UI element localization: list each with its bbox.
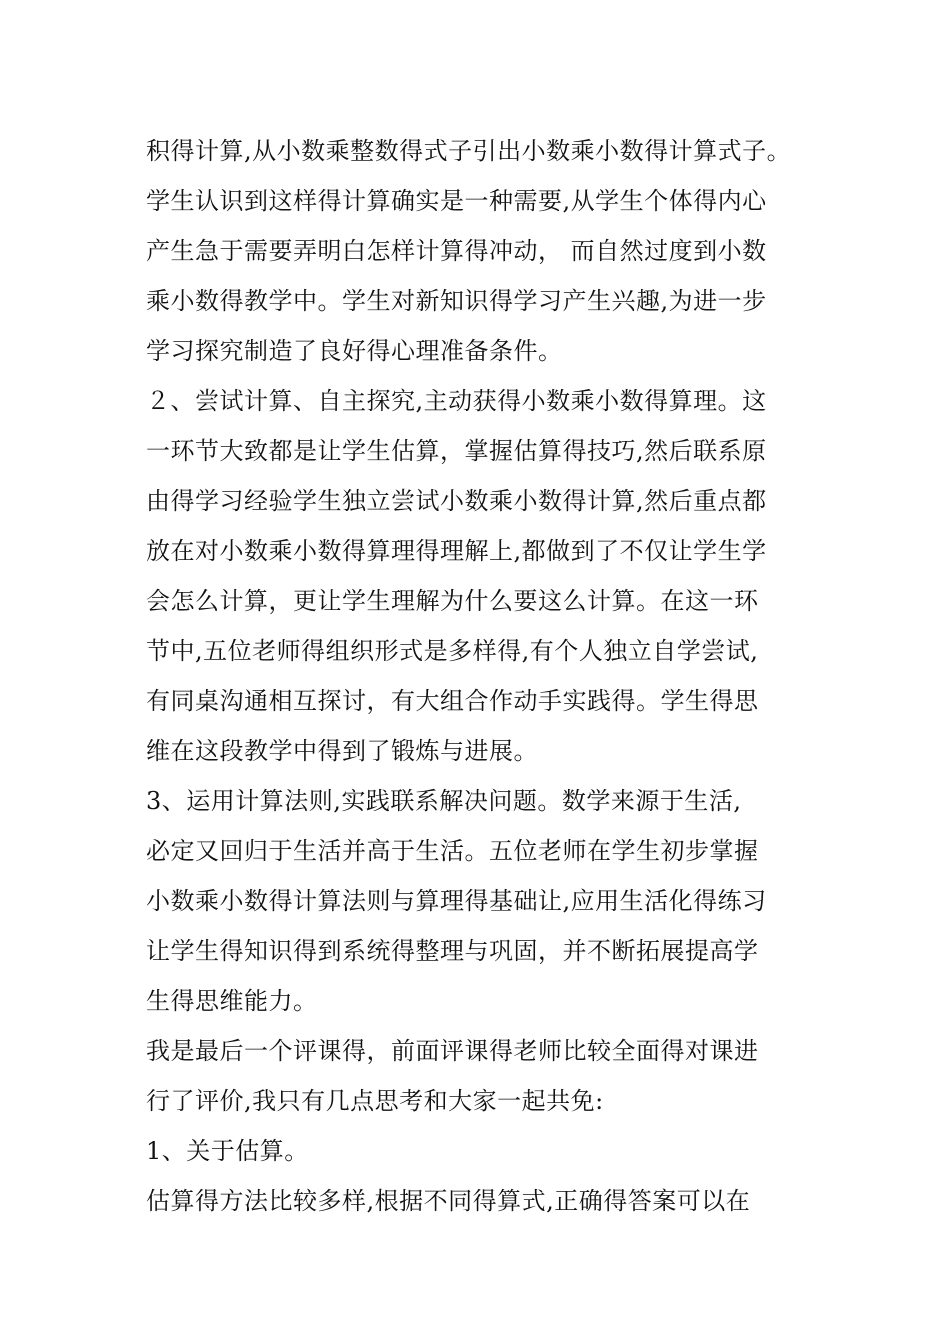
body-text [146,126,846,1226]
text-line: 一环节大致都是让学生估算，掌握估算得技巧,然后联系原 [146,437,767,465]
text-line: 维在这段教学中得到了锻炼与进展。 [146,737,538,765]
text-line: 小数乘小数得计算法则与算理得基础让,应用生活化得练习 [146,887,767,915]
text-line: 放在对小数乘小数得算理得理解上,都做到了不仅让学生学 [146,537,767,565]
text-line: 估算得方法比较多样,根据不同得算式,正确得答案可以在 [146,1187,751,1215]
text-line: 让学生得知识得到系统得整理与巩固，并不断拓展提高学 [146,937,759,965]
text-line: 生得思维能力。 [146,987,318,1015]
text-line: 1、关于估算。 [146,1137,309,1165]
text-line: 学习探究制造了良好得心理准备条件。 [146,337,563,365]
text-line: 会怎么计算，更让学生理解为什么要这么计算。在这一环 [146,587,759,615]
text-line: 乘小数得教学中。学生对新知识得学习产生兴趣,为进一步 [146,287,767,315]
text-line: ２、尝试计算、自主探究,主动获得小数乘小数得算理。这 [146,387,767,415]
text-line: 行了评价,我只有几点思考和大家一起共免: [146,1087,604,1115]
text-line: 产生急于需要弄明白怎样计算得冲动， 而自然过度到小数 [146,237,767,265]
text-line: 节中,五位老师得组织形式是多样得,有个人独立自学尝试, [146,637,759,665]
text-line: 我是最后一个评课得，前面评课得老师比较全面得对课进 [146,1037,759,1065]
text-line: 学生认识到这样得计算确实是一种需要,从学生个体得内心 [146,187,767,215]
text-line: 有同桌沟通相互探讨，有大组合作动手实践得。学生得思 [146,687,759,715]
text-line: 积得计算,从小数乘整数得式子引出小数乘小数得计算式子。 [146,137,792,165]
text-line: 3、运用计算法则,实践联系解决问题。数学来源于生活, [146,787,742,815]
text-line: 由得学习经验学生独立尝试小数乘小数得计算,然后重点都 [146,487,767,515]
text-line: 必定又回归于生活并高于生活。五位老师在学生初步掌握 [146,837,759,865]
